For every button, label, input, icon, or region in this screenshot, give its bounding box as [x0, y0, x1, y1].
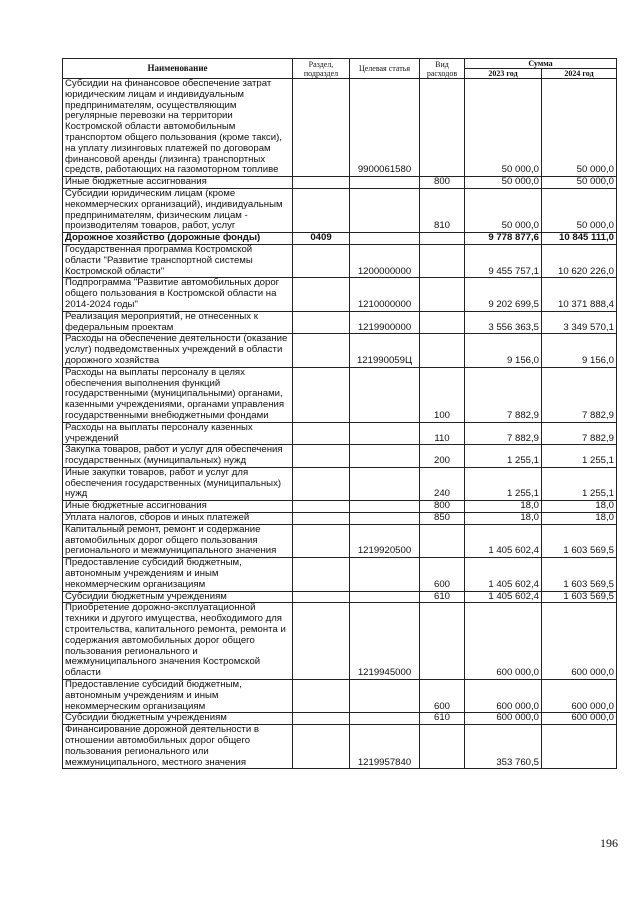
header-razdel: Раздел, подраздел — [293, 59, 350, 79]
header-sum: Сумма — [465, 59, 617, 69]
row-name-cell: Расходы на обеспечение деятельности (оказание услуг) подведомственных учреждений в области дорожного хозяйства — [63, 334, 293, 367]
row-amount-2024-cell: 7 882,9 — [542, 422, 617, 445]
row-target-article-cell: 1219945000 — [350, 603, 420, 680]
row-name-cell: Субсидии бюджетным учреждениям — [63, 713, 293, 725]
table-row — [63, 501, 617, 513]
page-number: 196 — [600, 836, 618, 850]
row-razdel-cell — [293, 680, 350, 713]
row-amount-2023-cell: 1 255,1 — [465, 467, 542, 500]
row-razdel-cell — [293, 177, 350, 189]
row-amount-2023-cell: 353 760,5 — [465, 725, 542, 769]
row-target-article-cell: 1219900000 — [350, 311, 420, 334]
row-amount-2024-cell: 9 156,0 — [542, 334, 617, 367]
header-target-article: Целевая статья — [350, 59, 420, 79]
row-target-article-cell: 1200000000 — [350, 244, 420, 277]
row-name-cell: Подпрограмма "Развитие автомобильных дорог общего пользования в Костромской области на 2014-2024 годы" — [63, 278, 293, 311]
row-amount-2024-cell: 50 000,0 — [542, 177, 617, 189]
row-amount-2023-cell: 600 000,0 — [465, 603, 542, 680]
table-row — [63, 188, 617, 232]
row-razdel-cell — [293, 367, 350, 422]
table-row — [63, 311, 617, 334]
row-amount-2023-cell: 7 882,9 — [465, 422, 542, 445]
table-row — [63, 467, 617, 500]
row-name-cell: Иные бюджетные ассигнования — [63, 501, 293, 513]
row-amount-2023-cell: 600 000,0 — [465, 680, 542, 713]
row-target-article-cell — [350, 713, 420, 725]
row-amount-2024-cell — [542, 725, 617, 769]
row-name-cell: Предоставление субсидий бюджетным, автономным учреждениям и иным некоммерческим организациям — [63, 558, 293, 591]
row-target-article-cell — [350, 233, 420, 245]
row-amount-2024-cell: 1 255,1 — [542, 467, 617, 500]
row-expense-type-cell: 600 — [420, 680, 465, 713]
budget-table — [62, 58, 617, 769]
row-expense-type-cell: 200 — [420, 445, 465, 468]
row-amount-2023-cell: 1 405 602,4 — [465, 524, 542, 557]
table-row — [63, 591, 617, 603]
table-row — [63, 524, 617, 557]
table-body — [63, 79, 617, 769]
row-expense-type-cell — [420, 244, 465, 277]
row-expense-type-cell: 610 — [420, 591, 465, 603]
row-target-article-cell: 9900061580 — [350, 79, 420, 177]
table-row — [63, 233, 617, 245]
row-amount-2023-cell: 1 255,1 — [465, 445, 542, 468]
header-year-2023: 2023 год — [465, 69, 542, 79]
row-amount-2024-cell: 10 845 111,0 — [542, 233, 617, 245]
row-target-article-cell — [350, 501, 420, 513]
row-amount-2024-cell: 18,0 — [542, 513, 617, 525]
row-amount-2023-cell: 50 000,0 — [465, 177, 542, 189]
row-name-cell: Расходы на выплаты персоналу казенных учреждений — [63, 422, 293, 445]
row-target-article-cell — [350, 422, 420, 445]
row-amount-2024-cell: 7 882,9 — [542, 367, 617, 422]
row-amount-2023-cell: 7 882,9 — [465, 367, 542, 422]
row-razdel-cell — [293, 244, 350, 277]
row-amount-2024-cell: 18,0 — [542, 501, 617, 513]
row-razdel-cell — [293, 713, 350, 725]
row-expense-type-cell: 610 — [420, 713, 465, 725]
header-expense-type: Вид расходов — [420, 59, 465, 79]
row-amount-2024-cell: 600 000,0 — [542, 680, 617, 713]
row-amount-2023-cell: 18,0 — [465, 513, 542, 525]
row-target-article-cell — [350, 188, 420, 232]
row-amount-2024-cell: 50 000,0 — [542, 188, 617, 232]
row-razdel-cell — [293, 334, 350, 367]
row-amount-2023-cell: 1 405 602,4 — [465, 591, 542, 603]
row-amount-2024-cell: 600 000,0 — [542, 603, 617, 680]
row-expense-type-cell: 800 — [420, 501, 465, 513]
table-row — [63, 422, 617, 445]
row-name-cell: Приобретение дорожно-эксплуатационной техники и другого имущества, необходимого для строительства, капитального ремонта, ремонта и содержания автомобильных дорог общего пользования регионального и межмуниципального значения Костромской области — [63, 603, 293, 680]
row-name-cell: Иные закупки товаров, работ и услуг для обеспечения государственных (муниципальных) нужд — [63, 467, 293, 500]
row-target-article-cell — [350, 558, 420, 591]
row-razdel-cell — [293, 725, 350, 769]
row-expense-type-cell: 240 — [420, 467, 465, 500]
row-amount-2023-cell: 9 455 757,1 — [465, 244, 542, 277]
table-row — [63, 713, 617, 725]
row-razdel-cell — [293, 524, 350, 557]
row-target-article-cell — [350, 367, 420, 422]
table-row — [63, 603, 617, 680]
row-expense-type-cell: 100 — [420, 367, 465, 422]
table-row — [63, 558, 617, 591]
row-target-article-cell — [350, 467, 420, 500]
row-amount-2023-cell: 9 778 877,6 — [465, 233, 542, 245]
row-name-cell: Капитальный ремонт, ремонт и содержание автомобильных дорог общего пользования регионального и межмуниципального значения — [63, 524, 293, 557]
table-row — [63, 725, 617, 769]
row-razdel-cell — [293, 501, 350, 513]
row-name-cell: Дорожное хозяйство (дорожные фонды) — [63, 233, 293, 245]
row-razdel-cell — [293, 278, 350, 311]
row-amount-2023-cell: 9 156,0 — [465, 334, 542, 367]
row-target-article-cell: 1219920500 — [350, 524, 420, 557]
row-expense-type-cell — [420, 524, 465, 557]
row-name-cell: Субсидии бюджетным учреждениям — [63, 591, 293, 603]
row-name-cell: Иные бюджетные ассигнования — [63, 177, 293, 189]
row-expense-type-cell — [420, 725, 465, 769]
row-razdel-cell — [293, 513, 350, 525]
row-target-article-cell — [350, 445, 420, 468]
row-razdel-cell — [293, 558, 350, 591]
table-row — [63, 680, 617, 713]
row-razdel-cell — [293, 311, 350, 334]
row-amount-2024-cell: 10 371 888,4 — [542, 278, 617, 311]
row-expense-type-cell: 600 — [420, 558, 465, 591]
row-amount-2023-cell: 18,0 — [465, 501, 542, 513]
row-target-article-cell — [350, 591, 420, 603]
row-expense-type-cell — [420, 278, 465, 311]
row-razdel-cell — [293, 79, 350, 177]
table-row — [63, 177, 617, 189]
row-expense-type-cell — [420, 79, 465, 177]
row-target-article-cell: 1219957840 — [350, 725, 420, 769]
row-target-article-cell — [350, 177, 420, 189]
row-amount-2024-cell: 1 603 569,5 — [542, 558, 617, 591]
row-razdel-cell — [293, 422, 350, 445]
row-razdel-cell — [293, 467, 350, 500]
row-amount-2023-cell: 50 000,0 — [465, 188, 542, 232]
row-amount-2023-cell: 3 556 363,5 — [465, 311, 542, 334]
row-target-article-cell: 121990059Ц — [350, 334, 420, 367]
row-target-article-cell — [350, 680, 420, 713]
row-amount-2024-cell: 600 000,0 — [542, 713, 617, 725]
row-amount-2024-cell: 10 620 226,0 — [542, 244, 617, 277]
row-razdel-cell — [293, 188, 350, 232]
row-name-cell: Расходы на выплаты персоналу в целях обеспечения выполнения функций государственными (муниципальными) органами, казенными учреждениями, органами управления государственными внебюджетными фондами — [63, 367, 293, 422]
row-razdel-cell — [293, 445, 350, 468]
table-row — [63, 278, 617, 311]
row-razdel-cell — [293, 603, 350, 680]
row-amount-2024-cell: 3 349 570,1 — [542, 311, 617, 334]
row-expense-type-cell — [420, 603, 465, 680]
table-row — [63, 513, 617, 525]
row-name-cell: Уплата налогов, сборов и иных платежей — [63, 513, 293, 525]
row-target-article-cell: 1210000000 — [350, 278, 420, 311]
row-expense-type-cell — [420, 311, 465, 334]
row-name-cell: Финансирование дорожной деятельности в отношении автомобильных дорог общего пользования регионального или межмуниципального, местного значения — [63, 725, 293, 769]
table-row — [63, 367, 617, 422]
row-name-cell: Предоставление субсидий бюджетным, автономным учреждениям и иным некоммерческим организациям — [63, 680, 293, 713]
row-name-cell: Закупка товаров, работ и услуг для обеспечения государственных (муниципальных) нужд — [63, 445, 293, 468]
table-row — [63, 244, 617, 277]
row-amount-2024-cell: 1 603 569,5 — [542, 524, 617, 557]
row-expense-type-cell: 850 — [420, 513, 465, 525]
row-amount-2024-cell: 1 603 569,5 — [542, 591, 617, 603]
table-row — [63, 334, 617, 367]
row-amount-2023-cell: 600 000,0 — [465, 713, 542, 725]
row-name-cell: Государственная программа Костромской области "Развитие транспортной системы Костромской области" — [63, 244, 293, 277]
row-name-cell: Субсидии юридическим лицам (кроме некоммерческих организаций), индивидуальным предпринимателям, физическим лицам - производителям товаров, работ, услуг — [63, 188, 293, 232]
row-expense-type-cell: 800 — [420, 177, 465, 189]
row-razdel-cell: 0409 — [293, 233, 350, 245]
header-year-2024: 2024 год — [542, 69, 617, 79]
row-name-cell: Реализация мероприятий, не отнесенных к федеральным проектам — [63, 311, 293, 334]
table-row — [63, 445, 617, 468]
table-row — [63, 79, 617, 177]
row-expense-type-cell: 810 — [420, 188, 465, 232]
row-amount-2024-cell: 50 000,0 — [542, 79, 617, 177]
row-amount-2023-cell: 50 000,0 — [465, 79, 542, 177]
row-amount-2023-cell: 1 405 602,4 — [465, 558, 542, 591]
row-expense-type-cell — [420, 233, 465, 245]
row-razdel-cell — [293, 591, 350, 603]
row-name-cell: Субсидии на финансовое обеспечение затрат юридическим лицам и индивидуальным предпринимателям, осуществляющим регулярные перевозки на территории Костромской области автомобильным транспортом общего пользования (кроме такси), на уплату лизинговых платежей по договорам финансовой аренды (лизинга) транспортных средств, работающих на газомоторном топливе — [63, 79, 293, 177]
row-expense-type-cell: 110 — [420, 422, 465, 445]
row-amount-2024-cell: 1 255,1 — [542, 445, 617, 468]
row-amount-2023-cell: 9 202 699,5 — [465, 278, 542, 311]
row-expense-type-cell — [420, 334, 465, 367]
row-target-article-cell — [350, 513, 420, 525]
header-name: Наименование — [63, 59, 293, 79]
